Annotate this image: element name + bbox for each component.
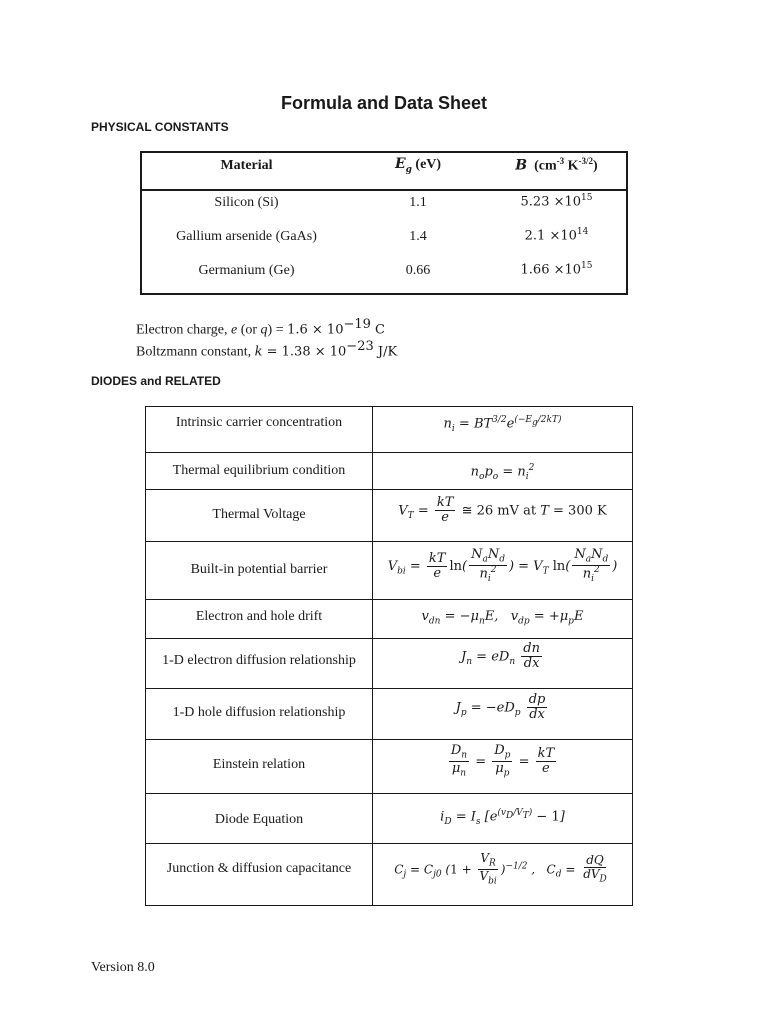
table-row [146, 639, 632, 689]
formula-capacitance: $C_j = C_{j0}$ (1 + $\frac{V_R}{V_{bi}}$ )$^{-1/2}$ , $C_d$ = $\frac{dQ}{dV_D}$ [394, 851, 607, 887]
formula-drift: $v_{dn} = -\mu_nE$, $v_{dp} = +\mu_pE$ [421, 609, 584, 627]
row-label: Thermal equilibrium condition [172, 463, 346, 478]
physical-constants-heading: PHYSICAL CONSTANTS [91, 120, 229, 134]
electron-charge-line: Electron charge, e (or $q) = 1.6 \times 10^{-19}$ C [136, 317, 385, 338]
row-label: Diode Equation [214, 812, 304, 827]
table-row [146, 794, 632, 844]
diodes-heading: DIODES and RELATED [91, 374, 221, 388]
row-b: $1.66 \times 10^{15}$ [520, 261, 593, 278]
table-row [146, 542, 632, 600]
row-material: Gallium arsenide (GaAs) [176, 229, 317, 244]
formula-intrinsic: $n_i = BT^{3/2}e^{(-E_g/2kT)}$ [443, 415, 562, 434]
row-label: Junction & diffusion capacitance [166, 861, 352, 876]
row-label: Einstein relation [212, 757, 306, 772]
formula-einstein: $\frac{D_n}{\mu_n}$ = $\frac{D_p}{\mu_p}$ = $\frac{kT}{e}$ [450, 743, 555, 780]
formula-equilibrium: $n_op_o = n_i^2$ [470, 463, 535, 482]
row-label: 1-D electron diffusion relationship [162, 653, 356, 668]
row-label: Intrinsic carrier concentration [175, 415, 343, 430]
formula-thermal-voltage: $V_T$ = $\frac{kT}{e}$ ≅ 26 mV at T = 300 K [398, 495, 607, 526]
table-row [146, 407, 632, 453]
physical-constants-table [140, 151, 628, 295]
header-b: B ($cm^{-3}$ $K^{-3/2}$) [515, 156, 598, 174]
row-label: Built-in potential barrier [190, 562, 328, 577]
row-material: Germanium (Ge) [198, 263, 295, 278]
row-label: Thermal Voltage [212, 507, 306, 522]
header-eg: $E_g$ (eV) [394, 156, 442, 175]
row-eg: 1.4 [409, 229, 427, 244]
formula-diode: $i_D = I_s$ $[e^{(v_D/V_T)} - 1]$ [440, 808, 565, 827]
row-eg: 1.1 [409, 195, 427, 210]
header-material: Material [220, 158, 273, 173]
row-eg: 0.66 [405, 263, 431, 278]
row-label: 1-D hole diffusion relationship [172, 705, 346, 720]
formula-electron-diffusion: $J_n = eD_n$ $\frac{dn}{dx}$ [461, 641, 540, 672]
boltzmann-line: Boltzmann constant, $k = 1.38 \times 10^{-23}$ J/K [136, 339, 398, 360]
table-header-row [142, 153, 626, 191]
table-row [146, 844, 632, 906]
formula-hole-diffusion: $J_p = -eD_p$ $\frac{dp}{dx}$ [455, 692, 546, 723]
table-row [146, 490, 632, 542]
version-footer: Version 8.0 [91, 960, 155, 975]
table-row [146, 453, 632, 490]
row-b: $5.23 \times 10^{15}$ [520, 193, 593, 210]
row-label: Electron and hole drift [195, 609, 323, 624]
formula-built-in: $V_{bi}$ = $\frac{kT}{e}$ ln( $\frac{N_aN_d}{n_i^2}$ ) = $V_T$ ln( $\frac{N_aN_d}{n_i^2}$ ) [387, 547, 618, 585]
page-title: Formula and Data Sheet [280, 93, 488, 113]
row-material: Silicon (Si) [214, 195, 279, 210]
row-b: $2.1 \times 10^{14}$ [524, 227, 589, 244]
table-row [146, 740, 632, 794]
diodes-table [145, 406, 633, 906]
table-row [146, 689, 632, 740]
table-row [146, 600, 632, 639]
